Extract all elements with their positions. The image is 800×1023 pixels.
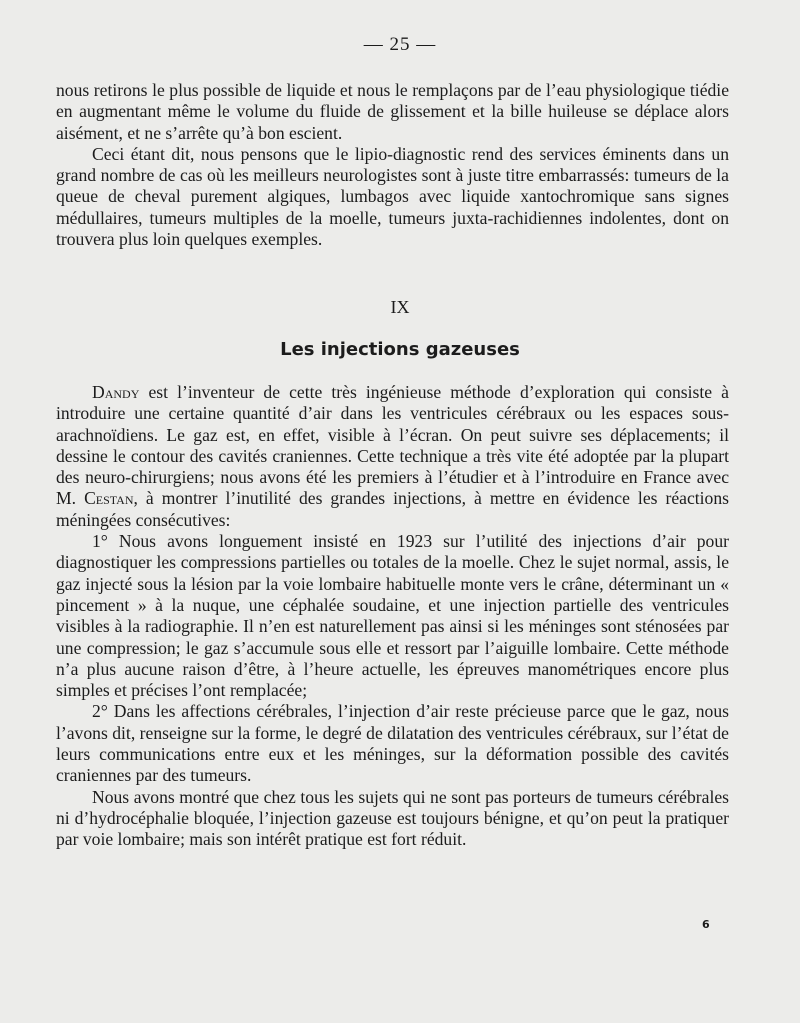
author-name-cestan: Cestan xyxy=(84,488,134,509)
section-number: IX xyxy=(390,297,410,317)
page-number: — 25 — xyxy=(363,34,437,55)
paragraph-dandy-text-b: , à montrer l’inutilité des grandes injections, à mettre en évidence les réactions méningées consécutives: xyxy=(56,488,729,530)
intro-text-block xyxy=(56,80,729,250)
section-title: Les injections gazeuses xyxy=(280,339,520,360)
paragraph-point-2: 2° Dans les affections cérébrales, l’injection d’air reste précieuse parce que le gaz, nous l’avons dit, renseigne sur la forme, le degré de dilatation des ventricules cérébraux, sur l’état de leurs communications entre eux et les méninges, sur la déformation possible des cavités craniennes par des tumeurs. xyxy=(56,701,729,786)
paragraph-lipio-diagnostic: Ceci étant dit, nous pensons que le lipio-diagnostic rend des services éminents dans un grand nombre de cas où les meilleurs neurologistes sont à juste titre embarrassés: tumeurs de la queue de cheval purement algiques, lumbagos avec liquide xantochromique sans signes médullaires, tumeurs multiples de la moelle, tumeurs juxta-rachidiennes indolentes, dont on trouvera plus loin quelques exemples. xyxy=(56,143,729,250)
paragraph-continuation: nous retirons le plus possible de liquide et nous le remplaçons par de l’eau physiologique tiédie en augmentant même le volume du fluide de glissement et la bille huileuse se déplace alors aisément, et ne s’arrête qu’à bon escient. xyxy=(56,80,729,143)
signature-mark: 6 xyxy=(702,918,710,931)
paragraph-point-1: 1° Nous avons longuement insisté en 1923 sur l’utilité des injections d’air pour diagnostiquer les compressions partielles ou totales de la moelle. Chez le sujet normal, assis, le gaz injecté sous la lésion par la voie lombaire habituelle monte vers le crâne, déterminant un « pincement » à la nuque, une céphalée soudaine, et une injection partielle des ventricules visibles à la radiographie. Il n’en est naturellement pas ainsi si les méninges sont sténosées par une compression; le gaz s’accumule sous elle et ressort par l’aiguille lombaire. Cette méthode n’a plus aucune raison d’être, à l’heure actuelle, les épreuves manométriques encore plus simples et précises l’ont remplacée; xyxy=(56,531,729,701)
author-name-dandy: Dandy xyxy=(92,382,140,402)
paragraph-conclusion: Nous avons montré que chez tous les sujets qui ne sont pas porteurs de tumeurs cérébrales ni d’hydrocéphalie bloquée, l’injection gazeuse est toujours bénigne, et qu’on peut la pratiquer par voie lombaire; mais son intérêt pratique est fort réduit. xyxy=(56,786,729,850)
paragraph-dandy xyxy=(56,382,729,531)
paragraph-dandy-text-a: est l’inventeur de cette très ingénieuse méthode d’exploration qui consiste à introduire une certaine quantité d’air dans les ventricules cérébraux ou les espaces sous-arachnoïdiens. Le gaz est, en effet, visible à l’écran. On peut suivre ses déplacements; il dessine le contour des cavités craniennes. Cette technique a très vite été adoptée par la plupart des neuro-chirurgiens; nous avons été les premiers à l’étudier et à l’introduire en France avec M. xyxy=(56,382,729,509)
section-text-block xyxy=(56,382,729,851)
